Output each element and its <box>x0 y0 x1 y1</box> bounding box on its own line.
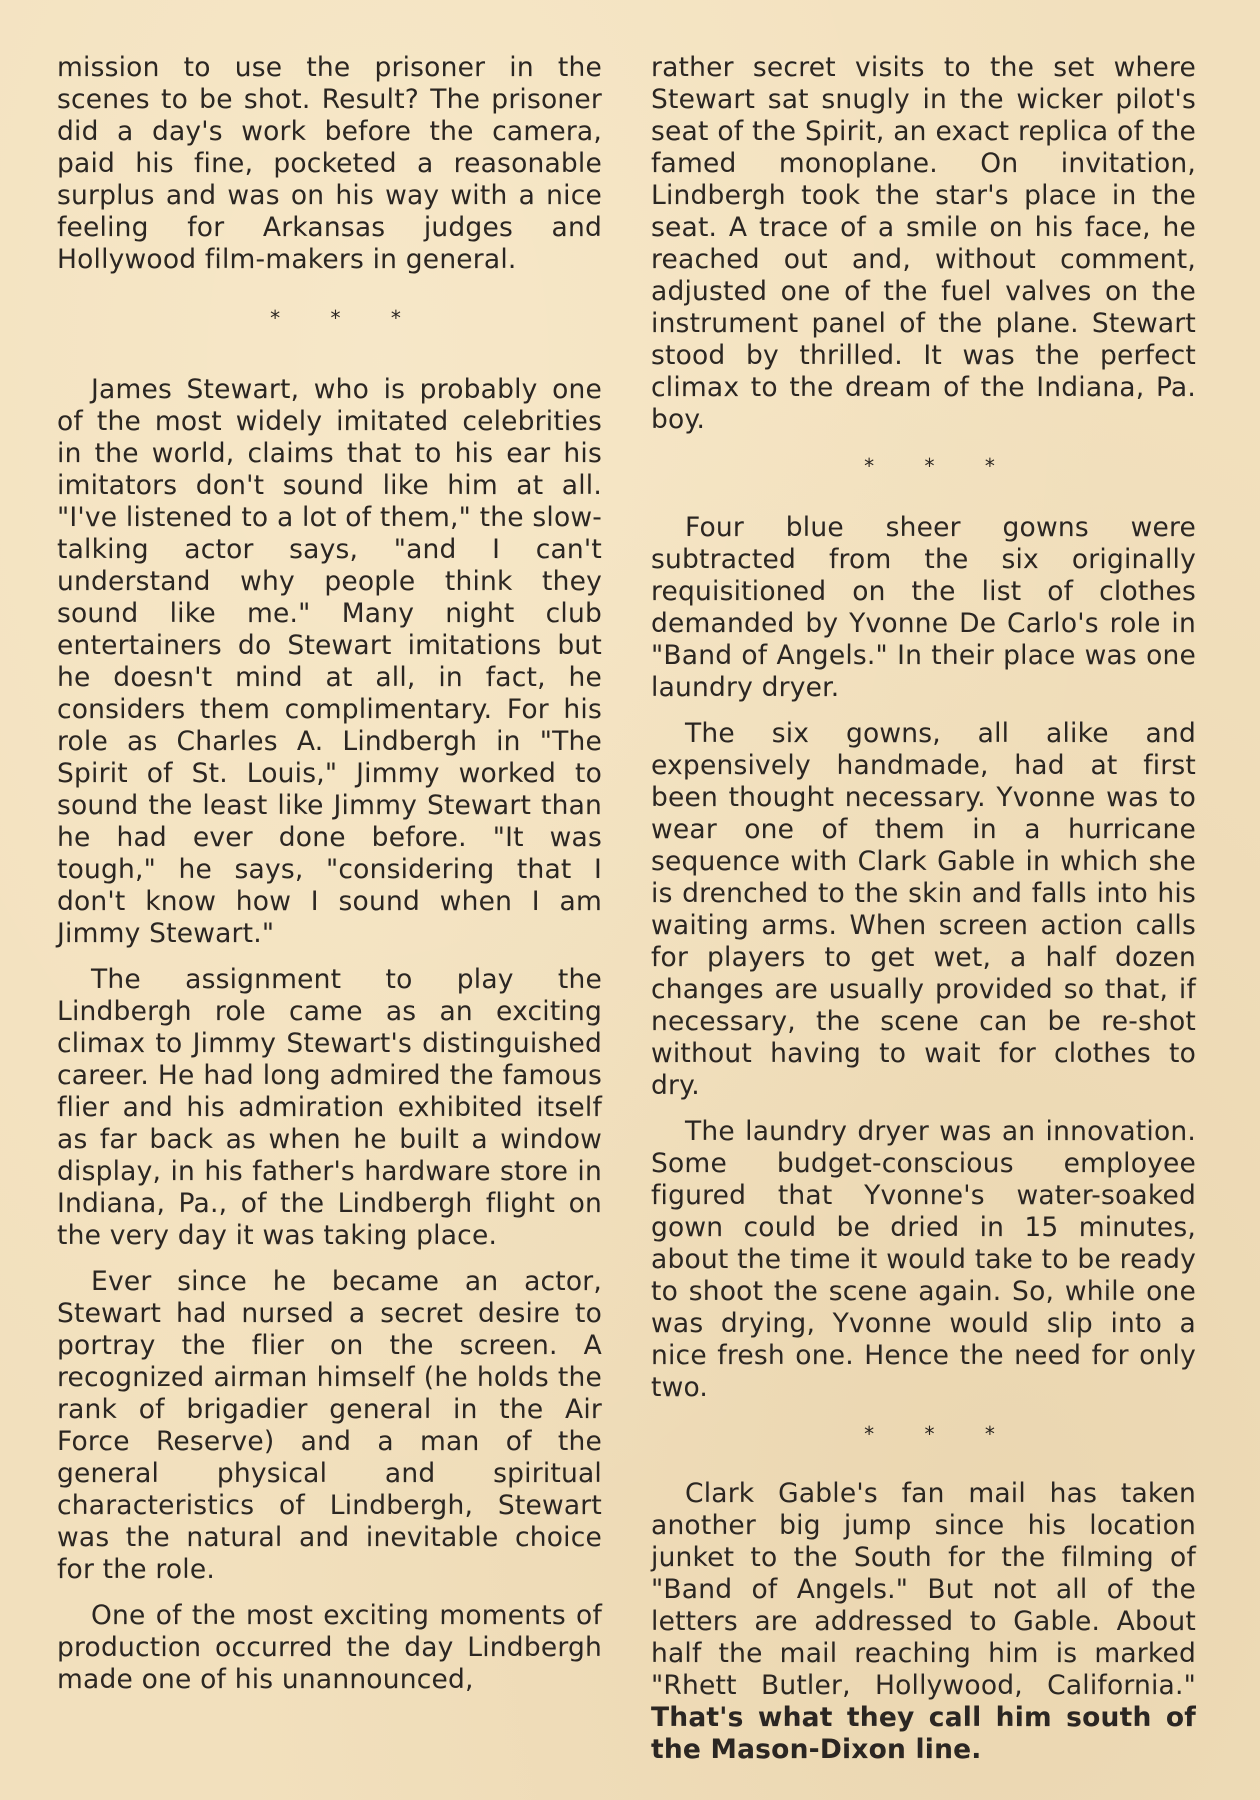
section-divider-stars: * * * <box>864 1422 1017 1446</box>
paragraph-gable-fan-mail <box>651 1478 1196 1766</box>
paragraph-lindbergh-assignment: The assignment to play the Lindbergh role came as an exciting climax to Jimmy Stewart's distinguished career. He had long admired the famous flier and his admiration exhibited itself as far back as when he built a window display, in his father's hardware store in Indiana, Pa., of the Lindbergh flight on the very day it was taking place. <box>57 964 602 1251</box>
section-divider-stars: * * * <box>864 454 1017 478</box>
paragraph-blue-gowns: Four blue sheer gowns were subtracted from the six originally requisitioned on the list of clothes demanded by Yvonne De Carlo's role in "Band of Angels." In their place was one laundry dryer. <box>651 512 1196 703</box>
paragraph-secret-desire: Ever since he became an actor, Stewart had nursed a secret desire to portray the flier on the screen. A recognized airman himself (he holds the rank of brigadier general in the Air Force Reserve) and a man of the general physical and spiritual characteristics of Lindbergh, Stewart was the natural and inevitable choice for the role. <box>57 1266 602 1585</box>
paragraph-exciting-moments: One of the most exciting moments of production occurred the day Lindbergh made one of his unannounced, <box>57 1600 602 1695</box>
paragraph-stewart-imitators: James Stewart, who is probably one of the most widely imitated celebrities in the world, claims that to his ear his imitators don't sound like him at all. "I've listened to a lot of them," the slow-talking actor says, "and I can't understand why people think they sound like me." Many night club entertainers do Stewart imitations but he doesn't mind at all, in fact, he considers them complimentary. For his role as Charles A. Lindbergh in "The Spirit of St. Louis," Jimmy worked to sound the least like Jimmy Stewart than he had ever done before. "It was tough," he says, "considering that I don't know how I sound when I am Jimmy Stewart." <box>57 374 602 949</box>
paragraph-prisoner-ending: mission to use the prisoner in the scenes to be shot. Result? The prisoner did a day's work before the camera, paid his fine, pocketed a reasonable surplus and was on his way with a nice feeling for Arkansas judges and Hollywood film-makers in general. <box>57 52 602 275</box>
mason-dixon-line-text: That's what they call him south of the Mason-Dixon line. <box>651 1702 1196 1765</box>
section-divider-stars: * * * <box>270 306 423 330</box>
left-column <box>57 52 602 1710</box>
fan-mail-text: Clark Gable's fan mail has taken another big jump since his location junket to the South for the filming of "Band of Angels." But not all of the letters are addressed to Gable. About half the mail reaching him is marked "Rhett Butler, Hollywood, California." <box>651 1478 1196 1701</box>
paragraph-six-gowns: The six gowns, all alike and expensively handmade, had at first been thought necessary. Yvonne was to wear one of them in a hurricane sequence with Clark Gable in which she is drenched to the skin and falls into his waiting arms. When screen action calls for players to get wet, a half dozen changes are usually provided so that, if necessary, the scene can be re-shot without having to wait for clothes to dry. <box>651 718 1196 1101</box>
paragraph-laundry-dryer: The laundry dryer was an innovation. Some budget-conscious employee figured that Yvonne's water-soaked gown could be dried in 15 minutes, about the time it would take to be ready to shoot the scene again. So, while one was drying, Yvonne would slip into a nice fresh one. Hence the need for only two. <box>651 1116 1196 1403</box>
right-column <box>651 52 1196 1780</box>
paragraph-lindbergh-visit: rather secret visits to the set where Stewart sat snugly in the wicker pilot's seat of the Spirit, an exact replica of the famed monoplane. On invitation, Lindbergh took the star's place in the seat. A trace of a smile on his face, he reached out and, without comment, adjusted one of the fuel valves on the instrument panel of the plane. Stewart stood by thrilled. It was the perfect climax to the dream of the Indiana, Pa. boy. <box>651 52 1196 435</box>
